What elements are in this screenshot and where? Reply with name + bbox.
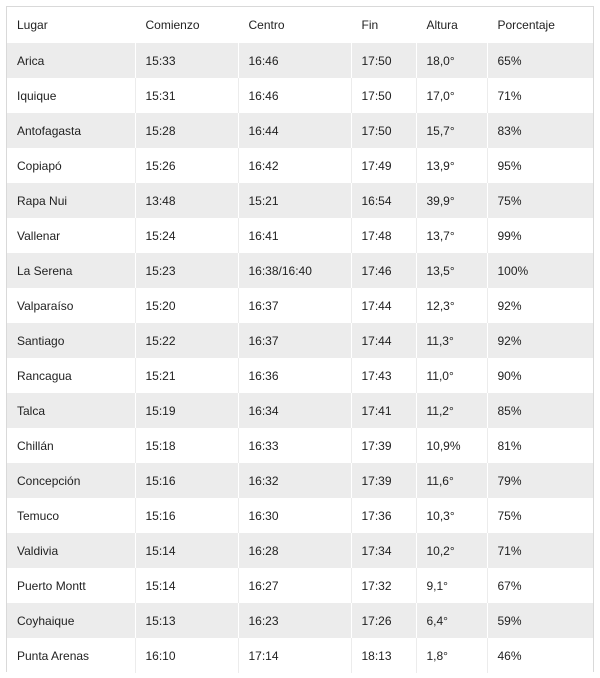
cell-altura: 10,2° bbox=[416, 533, 487, 568]
cell-fin: 17:50 bbox=[351, 113, 416, 148]
cell-centro: 16:44 bbox=[238, 113, 351, 148]
table-row bbox=[7, 638, 593, 673]
header-lugar: Lugar bbox=[7, 7, 135, 43]
cell-altura: 11,0° bbox=[416, 358, 487, 393]
cell-porcentaje: 99% bbox=[497, 228, 522, 243]
cell-comienzo: 15:28 bbox=[135, 113, 238, 148]
cell-comienzo: 15:14 bbox=[135, 568, 238, 603]
cell-comienzo: 15:14 bbox=[135, 533, 238, 568]
cell-comienzo: 15:33 bbox=[135, 43, 238, 78]
table-row bbox=[7, 358, 593, 393]
table-row bbox=[7, 78, 593, 113]
cell-fin: 17:44 bbox=[351, 323, 416, 358]
cell-fin: 17:26 bbox=[351, 603, 416, 638]
header-centro: Centro bbox=[238, 7, 351, 43]
table-row bbox=[7, 288, 593, 323]
cell-comienzo: 15:23 bbox=[135, 253, 238, 288]
cell-lugar: Puerto Montt bbox=[7, 568, 135, 603]
cell-comienzo: 15:13 bbox=[135, 603, 238, 638]
cell-altura: 11,3° bbox=[416, 323, 487, 358]
cell-lugar: Copiapó bbox=[7, 148, 135, 183]
cell-centro: 16:46 bbox=[238, 78, 351, 113]
cell-porcentaje: 71% bbox=[497, 88, 522, 103]
cell-fin: 17:41 bbox=[351, 393, 416, 428]
cell-altura: 13,9° bbox=[416, 148, 487, 183]
cell-centro: 16:32 bbox=[238, 463, 351, 498]
cell-comienzo: 15:18 bbox=[135, 428, 238, 463]
cell-lugar: Punta Arenas bbox=[7, 638, 135, 673]
cell-porcentaje: 92% bbox=[497, 333, 522, 348]
table-row bbox=[7, 183, 593, 218]
cell-centro: 16:30 bbox=[238, 498, 351, 533]
table-row bbox=[7, 463, 593, 498]
table-row bbox=[7, 603, 593, 638]
cell-centro: 16:23 bbox=[238, 603, 351, 638]
cell-porcentaje: 46% bbox=[497, 648, 522, 663]
table-row bbox=[7, 533, 593, 568]
cell-altura: 10,9% bbox=[416, 428, 487, 463]
cell-porcentaje: 75% bbox=[497, 508, 522, 523]
table-row bbox=[7, 323, 593, 358]
cell-altura: 1,8° bbox=[416, 638, 487, 673]
cell-comienzo: 15:31 bbox=[135, 78, 238, 113]
cell-comienzo: 15:26 bbox=[135, 148, 238, 183]
cell-comienzo: 15:20 bbox=[135, 288, 238, 323]
cell-comienzo: 15:22 bbox=[135, 323, 238, 358]
cell-fin: 17:46 bbox=[351, 253, 416, 288]
cell-centro: 16:34 bbox=[238, 393, 351, 428]
cell-altura: 9,1° bbox=[416, 568, 487, 603]
cell-centro: 16:42 bbox=[238, 148, 351, 183]
cell-fin: 17:49 bbox=[351, 148, 416, 183]
cell-lugar: Valdivia bbox=[7, 533, 135, 568]
table-body bbox=[7, 43, 593, 673]
cell-comienzo: 15:21 bbox=[135, 358, 238, 393]
cell-lugar: Chillán bbox=[7, 428, 135, 463]
cell-altura: 13,7° bbox=[416, 218, 487, 253]
cell-altura: 11,2° bbox=[416, 393, 487, 428]
cell-lugar: Antofagasta bbox=[7, 113, 135, 148]
cell-lugar: Iquique bbox=[7, 78, 135, 113]
table-row bbox=[7, 393, 593, 428]
cell-comienzo: 16:10 bbox=[135, 638, 238, 673]
cell-fin: 16:54 bbox=[351, 183, 416, 218]
table-row bbox=[7, 148, 593, 183]
cell-porcentaje: 95% bbox=[497, 158, 522, 173]
cell-fin: 17:34 bbox=[351, 533, 416, 568]
cell-lugar: Valparaíso bbox=[7, 288, 135, 323]
cell-lugar: Santiago bbox=[7, 323, 135, 358]
table-row bbox=[7, 253, 593, 288]
cell-centro: 16:33 bbox=[238, 428, 351, 463]
table-row bbox=[7, 568, 593, 603]
cell-fin: 18:13 bbox=[351, 638, 416, 673]
cell-centro: 15:21 bbox=[238, 183, 351, 218]
cell-porcentaje: 75% bbox=[497, 193, 522, 208]
cell-porcentaje: 100% bbox=[497, 263, 529, 278]
header-comienzo: Comienzo bbox=[135, 7, 238, 43]
header-fin: Fin bbox=[351, 7, 416, 43]
table-row bbox=[7, 218, 593, 253]
eclipse-times-table bbox=[7, 7, 593, 673]
cell-fin: 17:36 bbox=[351, 498, 416, 533]
cell-centro: 17:14 bbox=[238, 638, 351, 673]
cell-centro: 16:27 bbox=[238, 568, 351, 603]
cell-altura: 39,9° bbox=[416, 183, 487, 218]
cell-fin: 17:43 bbox=[351, 358, 416, 393]
cell-altura: 13,5° bbox=[416, 253, 487, 288]
cell-fin: 17:50 bbox=[351, 78, 416, 113]
cell-altura: 15,7° bbox=[416, 113, 487, 148]
cell-lugar: Talca bbox=[7, 393, 135, 428]
cell-porcentaje: 59% bbox=[497, 613, 522, 628]
cell-comienzo: 15:19 bbox=[135, 393, 238, 428]
header-porcentaje: Porcentaje bbox=[497, 18, 555, 32]
cell-lugar: La Serena bbox=[7, 253, 135, 288]
cell-lugar: Arica bbox=[7, 43, 135, 78]
cell-lugar: Vallenar bbox=[7, 218, 135, 253]
cell-lugar: Concepción bbox=[7, 463, 135, 498]
cell-lugar: Temuco bbox=[7, 498, 135, 533]
cell-porcentaje: 79% bbox=[497, 473, 522, 488]
cell-altura: 18,0° bbox=[416, 43, 487, 78]
cell-comienzo: 15:16 bbox=[135, 463, 238, 498]
cell-lugar: Rancagua bbox=[7, 358, 135, 393]
cell-fin: 17:50 bbox=[351, 43, 416, 78]
cell-altura: 17,0° bbox=[416, 78, 487, 113]
cell-centro: 16:28 bbox=[238, 533, 351, 568]
cell-altura: 12,3° bbox=[416, 288, 487, 323]
cell-fin: 17:39 bbox=[351, 463, 416, 498]
cell-centro: 16:37 bbox=[238, 288, 351, 323]
cell-porcentaje: 85% bbox=[497, 403, 522, 418]
table-row bbox=[7, 428, 593, 463]
cell-porcentaje: 71% bbox=[497, 543, 522, 558]
cell-fin: 17:48 bbox=[351, 218, 416, 253]
cell-altura: 11,6° bbox=[416, 463, 487, 498]
cell-centro: 16:36 bbox=[238, 358, 351, 393]
header-altura: Altura bbox=[416, 7, 487, 43]
cell-comienzo: 15:16 bbox=[135, 498, 238, 533]
cell-porcentaje: 90% bbox=[497, 368, 522, 383]
table-row bbox=[7, 43, 593, 78]
cell-fin: 17:32 bbox=[351, 568, 416, 603]
cell-fin: 17:39 bbox=[351, 428, 416, 463]
cell-altura: 6,4° bbox=[416, 603, 487, 638]
cell-centro: 16:38/16:40 bbox=[238, 253, 351, 288]
cell-lugar: Coyhaique bbox=[7, 603, 135, 638]
cell-porcentaje: 65% bbox=[497, 53, 522, 68]
cell-centro: 16:46 bbox=[238, 43, 351, 78]
cell-fin: 17:44 bbox=[351, 288, 416, 323]
table-header-row bbox=[7, 7, 593, 43]
table-row bbox=[7, 498, 593, 533]
cell-centro: 16:37 bbox=[238, 323, 351, 358]
cell-lugar: Rapa Nui bbox=[7, 183, 135, 218]
cell-porcentaje: 81% bbox=[497, 438, 522, 453]
table-row bbox=[7, 113, 593, 148]
cell-comienzo: 13:48 bbox=[135, 183, 238, 218]
cell-centro: 16:41 bbox=[238, 218, 351, 253]
cell-altura: 10,3° bbox=[416, 498, 487, 533]
cell-porcentaje: 67% bbox=[497, 578, 522, 593]
cell-porcentaje: 83% bbox=[497, 123, 522, 138]
cell-porcentaje: 92% bbox=[497, 298, 522, 313]
cell-comienzo: 15:24 bbox=[135, 218, 238, 253]
